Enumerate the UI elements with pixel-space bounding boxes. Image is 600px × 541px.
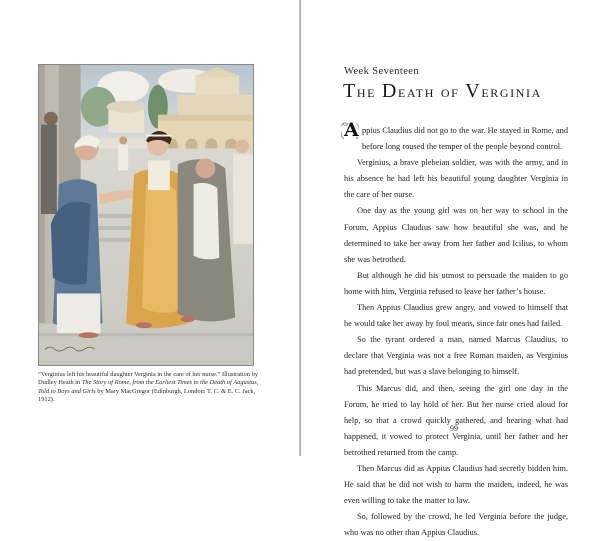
paragraph: One day as the young girl was on her way to school in the Forum, Appius Claudius saw how beautiful she was, and he determined to take her away from her father and Icilius, to whom she was betrothed. (344, 206, 568, 264)
paragraph: Verginius, a brave plebeian soldier, was with the army, and in his absence he had left his beautiful young daughter Verginia in the care of her nurse. (344, 158, 568, 200)
chapter-title (343, 80, 542, 103)
illustration-painting (39, 65, 253, 365)
chapter-body (344, 119, 568, 541)
paragraph-text: ppius Claudius did not go to the war. He stayed in Rome, and before long roused the temper of the people beyond control. (362, 126, 568, 152)
title-word: erginia (481, 82, 542, 101)
drop-cap (340, 120, 360, 142)
left-page (0, 0, 300, 456)
paragraph (344, 119, 568, 155)
paragraph: So, followed by the crowd, he led Verginia before the judge, who was no other than Appius Claudius. (344, 512, 568, 538)
caption-book-title: The Story of Rome, from the Earliest Times to the Death of Augustus, Told to Boys and Girls (38, 379, 259, 395)
title-initial: D (381, 80, 398, 102)
title-initial: T (343, 80, 357, 102)
paragraph: This Marcus did, and then, seeing the girl one day in the Forum, he tried to lay hold of her. But her nurse cried aloud for help, so that a crowd quickly gathered, and hearing what had happened, it vowed to protect Verginia, until her father and her betrothed returned from the camp. (344, 383, 568, 457)
week-label: Week Seventeen (344, 66, 420, 77)
title-word: he (356, 82, 377, 101)
caption-publication-info: by Mary MacGregor (Edinburgh, London: T. C. & E. C. Jack, 1912). (38, 387, 256, 404)
caption-text: “Verginius left his beautiful daughter Verginia in the care of her nurse.” Illustration by Dudley Heath in (38, 371, 259, 387)
paragraph: Then Appius Claudius grew angry, and vowed to himself that he would take her away by foul means, since fair ones had failed. (344, 303, 568, 329)
title-word: of (440, 82, 460, 101)
paragraph: So the tyrant ordered a man, named Marcus Claudius, to declare that Verginia was not a free Roman maiden, as Verginius had pretended, but was a slave belonging to himself. (344, 335, 568, 377)
page-number: 99 (450, 424, 458, 433)
title-word: eath (397, 82, 435, 101)
paragraph: But although he did his utmost to persuade the maiden to go home with him, Verginia refused to leave her father’s house. (344, 270, 568, 296)
illustration (38, 64, 254, 366)
illustration-caption (38, 371, 260, 405)
paragraph: Then Marcus did as Appius Claudius had secretly bidden him. He said that he did not wish to harm the maiden, indeed, he was even willing to take the matter to law. (344, 463, 568, 506)
title-initial: V (465, 80, 482, 102)
drop-cap-letter: A (344, 119, 359, 141)
